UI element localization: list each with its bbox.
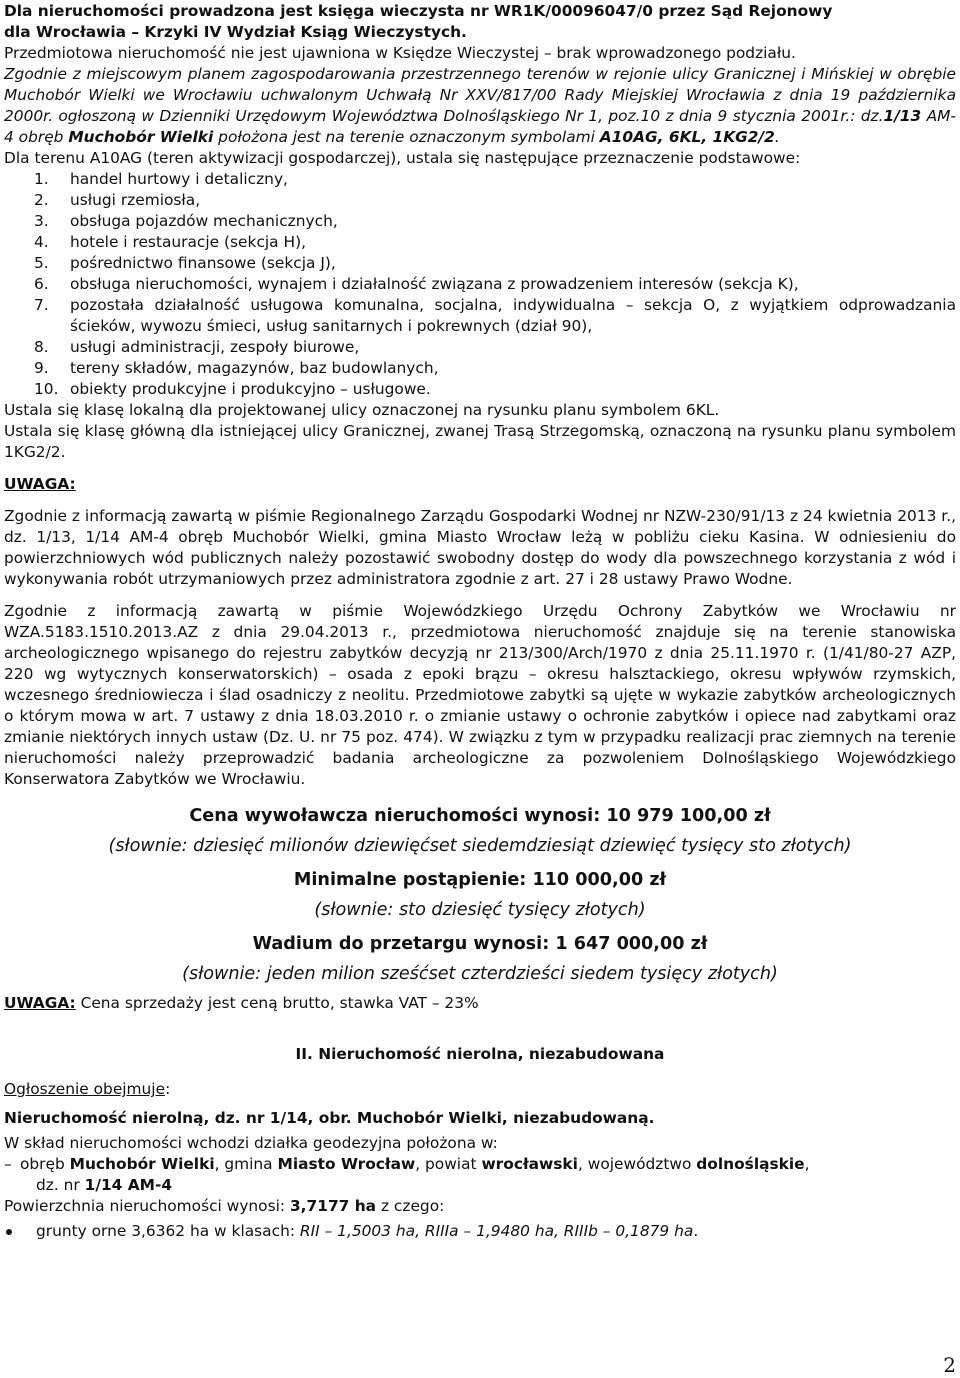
starting-price: Cena wywoławcza nieruchomości wynosi: 10 979 100,00 zł [189,806,771,826]
main-class-paragraph: Ustala się klasę główną dla istniejącej ulicy Granicznej, zwanej Trasą Strzegomską, oznaczoną na rysunku planu symbolem 1KG2/2. [4,422,956,461]
page-number: 2 [943,1353,956,1377]
list-item: 2. usługi rzemiosła, [34,191,201,209]
zoning-plan-paragraph: Zgodnie z miejscowym planem zagospodarowania przestrzennego terenów w rejonie ulicy Granicznej i Mińskiej w obrębie Muchobór Wielki we Wrocławiu uchwalonym Uchwałą Nr XXV/817/00 Rady Miejskiej Wrocławia z dnia 19 października 2000r. ogłoszoną w Dzienniki Urzędowym Województwa Dolnośląskiego Nr 1, poz.10 z dnia 9 stycznia 2001r.: dz.1/13 AM-4 obręb Muchobór Wielki położona jest na terenie oznaczonym symbolami A10AG, 6KL, 1KG2/2. [4,65,956,146]
starting-price-words: (słownie: dziesięć milionów dziewięćset siedemdziesiąt dziewięć tysięcy sto złotych) [108,836,852,856]
list-item: 6. obsługa nieruchomości, wynajem i działalność związana z prowadzeniem interesów (sekcja K), [34,275,799,293]
list-item: 9. tereny składów, magazynów, baz budowlanych, [34,359,439,377]
parcel-number: dz. nr 1/14 AM-4 [36,1176,173,1194]
announcement-label: Ogłoszenie obejmuje: [4,1080,171,1098]
list-item: 5. pośrednictwo finansowe (sekcja J), [34,254,336,272]
water-paragraph: Zgodnie z informacją zawartą w piśmie Regionalnego Zarządu Gospodarki Wodnej nr NZW-230/91/13 z 24 kwietnia 2013 r., dz. 1/13, 1/14 AM-4 obręb Muchobór Wielki, gmina Miasto Wrocław leżą w pobliżu cieku Kasina. W odniesieniu do powierzchniowych wód publicznych należy pozostawić swobodny dostęp do wody dla powszechnego korzystania z wód i wykonywania robót utrzymaniowych przez administratora zgodnie z art. 27 i 28 ustawy Prawo Wodne. [4,507,956,588]
monuments-paragraph: Zgodnie z informacją zawartą w piśmie Wojewódzkiego Urzędu Ochrony Zabytków we Wrocławiu nr WZA.5183.1510.2013.AZ z dnia 29.04.2013 r., przedmiotowa nieruchomość znajduje się na terenie stanowiska archeologicznego wpisanego do rejestru zabytków decyzją nr 213/300/Arch/1970 z dnia 25.11.1970 r. (1/41/80-27 AZP, 220 wg wytycznych konserwatorskich) – osada z epoki brązu – okresu halsztackiego, okresu wpływów rzymskich, wczesnego średniowiecza i ślad osadniczy z neolitu. Przedmiotowe zabytki są ujęte w wykazie zabytków archeologicznych o którym mowa w art. 7 ustawy z dnia 18.03.2010 r. o zmianie ustawy o ochronie zabytków i opiece nad zabytkami oraz zmianie niektórych innych ustaw (Dz. U. nr 75 poz. 474). W związku z tym w przypadku realizacji prac ziemnych na terenie nieruchomości należy przeprowadzić badania archeologiczne za pozwoleniem Dolnośląskiego Wojewódzkiego Konserwatora Zabytków we Wrocławiu. [4,602,956,788]
vat-note: UWAGA: Cena sprzedaży jest ceną brutto, stawka VAT – 23% [4,994,479,1012]
document-page [4,1,956,1242]
uwaga-heading: UWAGA: [4,475,76,493]
zoning-symbols: A10AG, 6KL, 1KG2/2 [599,128,775,146]
land-registry-line-2: dla Wrocławia – Krzyki IV Wydział Ksiąg Wieczystych. [4,23,467,41]
land-registry-line-1: Dla nieruchomości prowadzona jest księga wieczysta nr WR1K/00096047/0 przez Sąd Rejonowy [4,2,833,20]
land-registry-note: Przedmiotowa nieruchomość nie jest ujawniona w Księdze Wieczystej – brak wprowadzonego podziału. [4,44,796,62]
composition-intro: W skład nieruchomości wchodzi działka geodezyjna położona w: [4,1134,498,1152]
list-item: 4. hotele i restauracje (sekcja H), [34,233,306,251]
location-line: – obręb Muchobór Wielki, gmina Miasto Wrocław, powiat wrocławski, województwo dolnośląskie, [4,1155,810,1173]
purpose-intro: Dla terenu A10AG (teren aktywizacji gospodarczej), ustala się następujące przeznaczenie podstawowe: [4,149,801,167]
arable-land-item: grunty orne 3,6362 ha w klasach: RII – 1,5003 ha, RIIIa – 1,9480 ha, RIIIb – 0,1879 ha. [4,1221,956,1242]
list-item: 8. usługi administracji, zespoły biurowe, [34,338,360,356]
minimum-raise: Minimalne postąpienie: 110 000,00 zł [293,870,667,890]
property-line: Nieruchomość nierolną, dz. nr 1/14, obr. Muchobór Wielki, niezabudowaną. [4,1109,655,1127]
list-item: 3. obsługa pojazdów mechanicznych, [34,212,338,230]
deposit-amount-words: (słownie: jeden milion sześćset czterdzieści siedem tysięcy złotych) [182,964,778,984]
section-2-title: II. Nieruchomość nierolna, niezabudowana [295,1045,665,1063]
purpose-list [4,169,956,400]
minimum-raise-words: (słownie: sto dziesięć tysięcy złotych) [314,900,646,920]
bullet-icon [6,1229,12,1235]
list-item: 10. obiekty produkcyjne i produkcyjno – usługowe. [34,380,431,398]
deposit-amount: Wadium do przetargu wynosi: 1 647 000,00 zł [252,934,708,954]
local-class-paragraph: Ustala się klasę lokalną dla projektowanej ulicy oznaczonej na rysunku planu symbolem 6KL. [4,401,720,419]
list-item: 1. handel hurtowy i detaliczny, [34,170,288,188]
area-line: Powierzchnia nieruchomości wynosi: 3,7177 ha z czego: [4,1197,445,1215]
list-item: 7. pozostała działalność usługowa komunalna, socjalna, indywidualna – sekcja O, z wyjątkiem odprowadzania ścieków, wywozu śmieci, usług sanitarnych i pokrewnych (dział 90), [34,296,956,335]
